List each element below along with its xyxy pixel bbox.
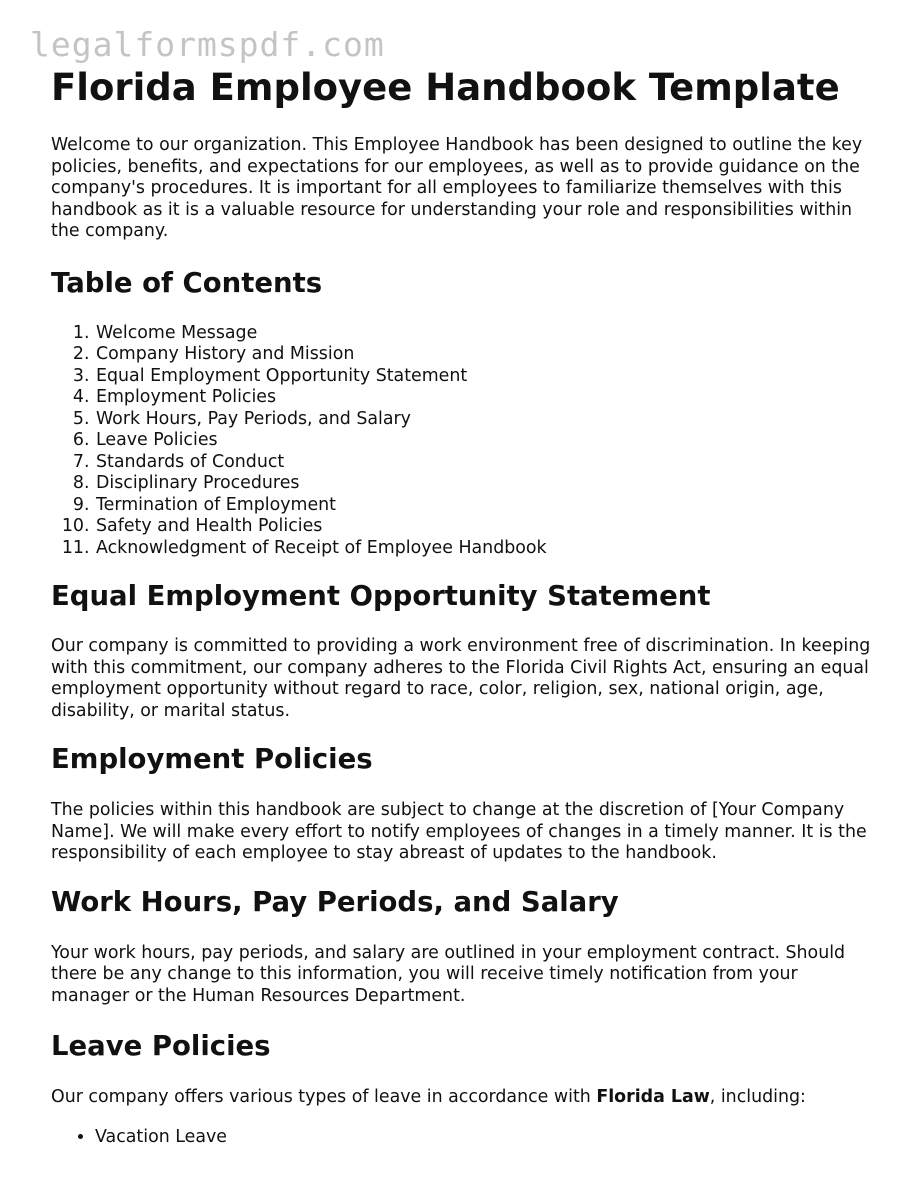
- leave-text-florida-law: Florida Law: [596, 1087, 710, 1107]
- employment-policies-heading: Employment Policies: [51, 743, 373, 775]
- leave-text-after: , including:: [709, 1087, 806, 1107]
- toc-item-disciplinary: 8. Disciplinary Procedures: [95, 473, 881, 495]
- watermark: legalformspdf.com: [30, 25, 385, 64]
- toc-item-history: 2. Company History and Mission: [95, 344, 881, 366]
- leave-item-vacation: • Vacation Leave: [95, 1127, 881, 1149]
- eeo-paragraph: Our company is committed to providing a work environment free of discrimination. In keeping with this commitment, our company adheres to the Florida Civil Rights Act, ensuring an equal employment opportunity without regard to race, color, religion, sex, national origin, age, disability, or marital status.: [51, 636, 871, 721]
- toc-item-acknowledgment: 11. Acknowledgment of Receipt of Employee Handbook: [95, 538, 881, 560]
- toc-item-leave: 6. Leave Policies: [95, 430, 881, 452]
- toc-list: [51, 323, 881, 560]
- toc-item-employment-policies: 4. Employment Policies: [95, 387, 881, 409]
- leave-policies-paragraph: [51, 1087, 881, 1109]
- toc-item-work-hours: 5. Work Hours, Pay Periods, and Salary: [95, 409, 881, 431]
- toc-item-termination: 9. Termination of Employment: [95, 495, 881, 517]
- employment-policies-paragraph: The policies within this handbook are subject to change at the discretion of [Your Company Name]. We will make every effort to notify employees of changes in a timely manner. It is the responsibility of each employee to stay abreast of updates to the handbook.: [51, 800, 867, 863]
- toc-heading: Table of Contents: [51, 266, 323, 299]
- leave-policies-heading: Leave Policies: [51, 1030, 271, 1062]
- toc-item-welcome: 1. Welcome Message: [95, 323, 881, 345]
- page-title: Florida Employee Handbook Template: [51, 66, 840, 109]
- toc-item-safety: 10. Safety and Health Policies: [95, 516, 881, 538]
- eeo-heading: Equal Employment Opportunity Statement: [51, 580, 711, 612]
- work-hours-paragraph: Your work hours, pay periods, and salary are outlined in your employment contract. Should there be any change to this information, you will receive timely notification from your manager or the Human Resources Department.: [51, 942, 846, 1006]
- leave-text-before: Our company offers various types of leave in accordance with: [51, 1087, 597, 1107]
- work-hours-heading: Work Hours, Pay Periods, and Salary: [51, 885, 619, 918]
- document-body: [51, 66, 881, 1148]
- toc-item-eeo: 3. Equal Employment Opportunity Statement: [95, 366, 881, 388]
- toc-item-conduct: 7. Standards of Conduct: [95, 452, 881, 474]
- intro-paragraph: Welcome to our organization. This Employee Handbook has been designed to outline the key policies, benefits, and expectations for our employees, as well as to provide guidance on the company's procedures. It is important for all employees to familiarize themselves with this handbook as it is a valuable resource for understanding your role and responsibilities within the company.: [51, 135, 863, 241]
- leave-types-list: [51, 1127, 881, 1149]
